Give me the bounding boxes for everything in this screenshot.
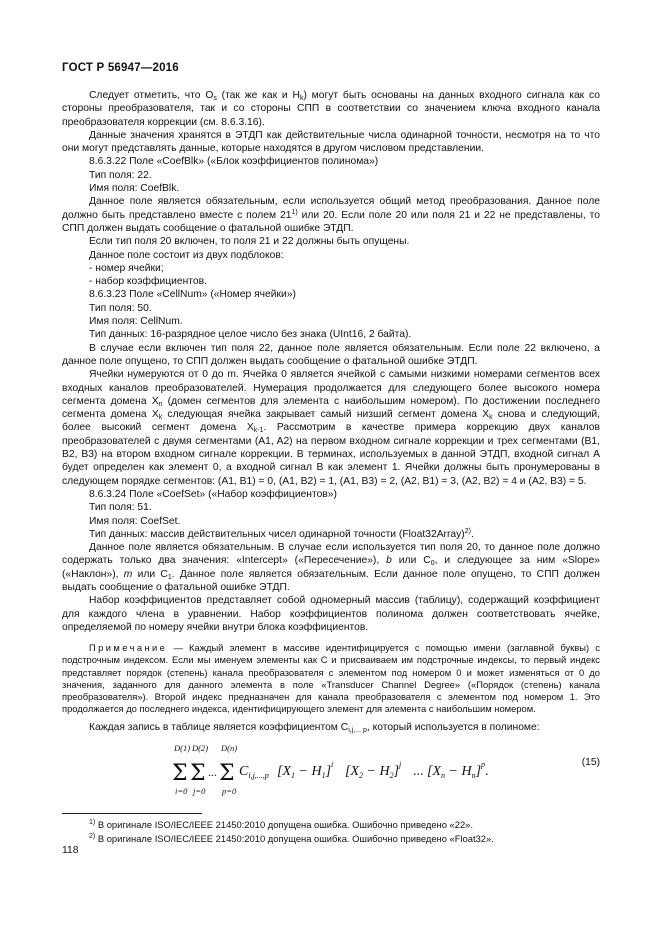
sigma-symbol: Σ — [190, 760, 206, 786]
paragraph: Каждая запись в таблице является коэффициентом $C_{i,j,... p}$, который используется в полиноме: — [89, 722, 540, 735]
coefficient-symbol: $C_{i,j,...,p}$ — [239, 763, 269, 780]
paragraph: Имя поля: CoefBlk. — [89, 183, 180, 195]
sum-upper-limit: D(1) — [174, 742, 191, 753]
section-heading: 8.6.3.23 Поле «CellNum» («Номер ячейки») — [89, 289, 296, 301]
sigma-symbol: Σ — [172, 760, 188, 786]
list-item: - номер ячейки; — [89, 262, 164, 274]
paragraph: В случае если включен тип поля 22, данное поле является обязательным. Если поле 22 включено, а данное поле опущено, то СПП должен выдать сообщение о фатальной ошибке ЭТДП. — [62, 342, 600, 367]
formula-15 — [62, 739, 600, 799]
document-header: ГОСТ Р 56947—2016 — [62, 62, 179, 74]
section-heading: 8.6.3.24 Поле «CoefSet» («Набор коэффициентов») — [89, 488, 337, 500]
section-heading: 8.6.3.22 Поле «CoefBlk» («Блок коэффициентов полинома») — [89, 156, 379, 168]
paragraph: Данные значения хранятся в ЭТДП как действительные числа одинарной точности, несмотря на то что они могут представлять данные, которые находятся в другом числовом представлении. — [62, 129, 600, 155]
sum-upper-limit: D(n) — [221, 742, 238, 753]
sum-upper-limit: D(2) — [192, 742, 209, 753]
paragraph: Следует отметить, что $O_s$ (так же как и $H_k$) могут быть основаны на данных входного сигнала как со стороны преобразователя, так и со стороны СПП в соответствии со значением ключа входного канала преобразователя коррекции (см. 8.6.3.16). — [62, 90, 600, 128]
footnote-divider — [62, 813, 202, 814]
paragraph: Имя поля: CellNum. — [89, 316, 183, 328]
footnote-ref[interactable]: 2) — [464, 527, 471, 535]
sigma-symbol: Σ — [219, 760, 235, 786]
sum-lower-limit: j=0 — [193, 785, 206, 796]
paragraph: Тип поля: 51. — [89, 502, 152, 514]
sum-lower-limit: p=0 — [222, 785, 237, 796]
formula-dots: ... — [208, 764, 217, 779]
polynomial-term: $[X_2 - H_2]^j$ — [345, 759, 402, 780]
equation-number: (15) — [581, 756, 600, 768]
paragraph: Имя поля: CoefSet. — [89, 515, 181, 527]
paragraph: Тип поля: 50. — [89, 302, 152, 314]
paragraph: Ячейки нумеруются от 0 до m. Ячейка 0 является ячейкой с самыми низкими номерами сегментов всех входных каналов преобразователей. Нумерация продолжается для следующего более высокого номера сегмента домена $X_n$ (домен сегментов для элемента с наибольшим номером). По достижении последнего сегмента домена $X_k$ следующая ячейка закрывает самый низший сегмент домена $X_k$ снова и следующий, более высокий сегмент домена $X_{k-1}$. Рассмотрим в качестве примера коррекцию двух каналов преобразователей с двумя сегментами (A1, A2) на первом входном сигнале коррекции и трех сегментами (B1, B2, B3) на втором входном сигнале коррекции. В терминах, используемых в данной ЭТДП, входной сигнал A будет определен как элемент 0, а входной сигнал B как элемент 1. Ячейки должны быть пронумерованы в следующем порядке сегментов: (A1, B1) = 0, (A1, B2) = 1, (A1, B3) = 2, (A2, B1) = 3, (A2, B2) = 4 и (A2, B3) = 5. — [62, 369, 600, 487]
polynomial-term: $[X_n - H_n]^p$. — [427, 759, 489, 780]
list-item: - набор коэффициентов. — [89, 276, 207, 288]
paragraph: Тип данных: 16-разрядное целое число без знака (UInt16, 2 байта). — [89, 329, 412, 341]
sum-lower-limit: i=0 — [175, 785, 188, 796]
footnote-1: $^{1)}$ В оригинале ISO/IEC/IEEE 21450:2010 допущена ошибка. Ошибочно приведено «22». — [89, 819, 473, 830]
note-label: Примечание — [89, 642, 168, 654]
paragraph: Набор коэффициентов представляет собой одномерный массив (таблицу), содержащий коэффициент для каждого члена в уравнении. Набор коэффициентов полинома должен соответствовать ячейке, определяемой по номеру ячейки внутри блока коэффициентов. — [62, 595, 600, 633]
footnotes — [62, 813, 600, 847]
paragraph: Данное поле состоит из двух подблоков: — [89, 249, 284, 261]
paragraph: Данное поле является обязательным, если используется общий метод преобразования. Данное поле должно быть представлено вместе с полем 21$^{1)}$ или 20. Если поле 20 или поля 21 и 22 не представлены, то СПП должен выдать сообщение о фатальной ошибке ЭТДП. — [62, 196, 600, 234]
paragraph: Данное поле является обязательным. В случае если используется тип поля 20, то данное поле должно содержать только два значения: «Intercept» («Пересечение»), b или $C_0$, и следующее за ним «Slope» («Наклон»), m или $C_1$. Данное поле является обязательным. Если данное поле опущено, то СПП должен выдать сообщение о фатальной ошибке ЭТДП. — [62, 542, 600, 593]
paragraph: Тип поля: 22. — [89, 169, 152, 181]
note: Примечание — Каждый элемент в массиве идентифицируется с помощью имени (заглавной буквы) с подстрочным индексом. Если мы именуем элементы как C и присваиваем им подстрочные индексы, то первый индекс представляет порядок (степень) канала преобразователя с элементом под номером 0 и может изменяться от 0 до значения, заданного для данного элемента в поле «Transducer Channel Degree» («Порядок (степень) канала преобразователя»). Второй индекс предназначен для канала преобразователя с элементом под номером 1. Это продолжается до последнего индекса, идентифицирующего элемент для элемента с наибольшим номером. — [62, 642, 600, 715]
main-content — [62, 89, 600, 799]
polynomial-formula — [62, 739, 600, 799]
footnote-2: $^{2)}$ В оригинале ISO/IEC/IEEE 21450:2010 допущена ошибка. Ошибочно приведено «Float32». — [89, 833, 494, 845]
paragraph: Если тип поля 20 включен, то поля 21 и 22 должны быть опущены. — [89, 236, 410, 248]
footnote-ref[interactable]: 1) — [291, 208, 298, 216]
page-number: 118 — [62, 845, 79, 856]
polynomial-term: $[X_1 - H_1]^i$ — [277, 759, 334, 780]
formula-dots: ... — [413, 763, 424, 779]
paragraph: Тип данных: массив действительных чисел одинарной точности (Float32Array)$^{2)}$. — [89, 527, 474, 540]
